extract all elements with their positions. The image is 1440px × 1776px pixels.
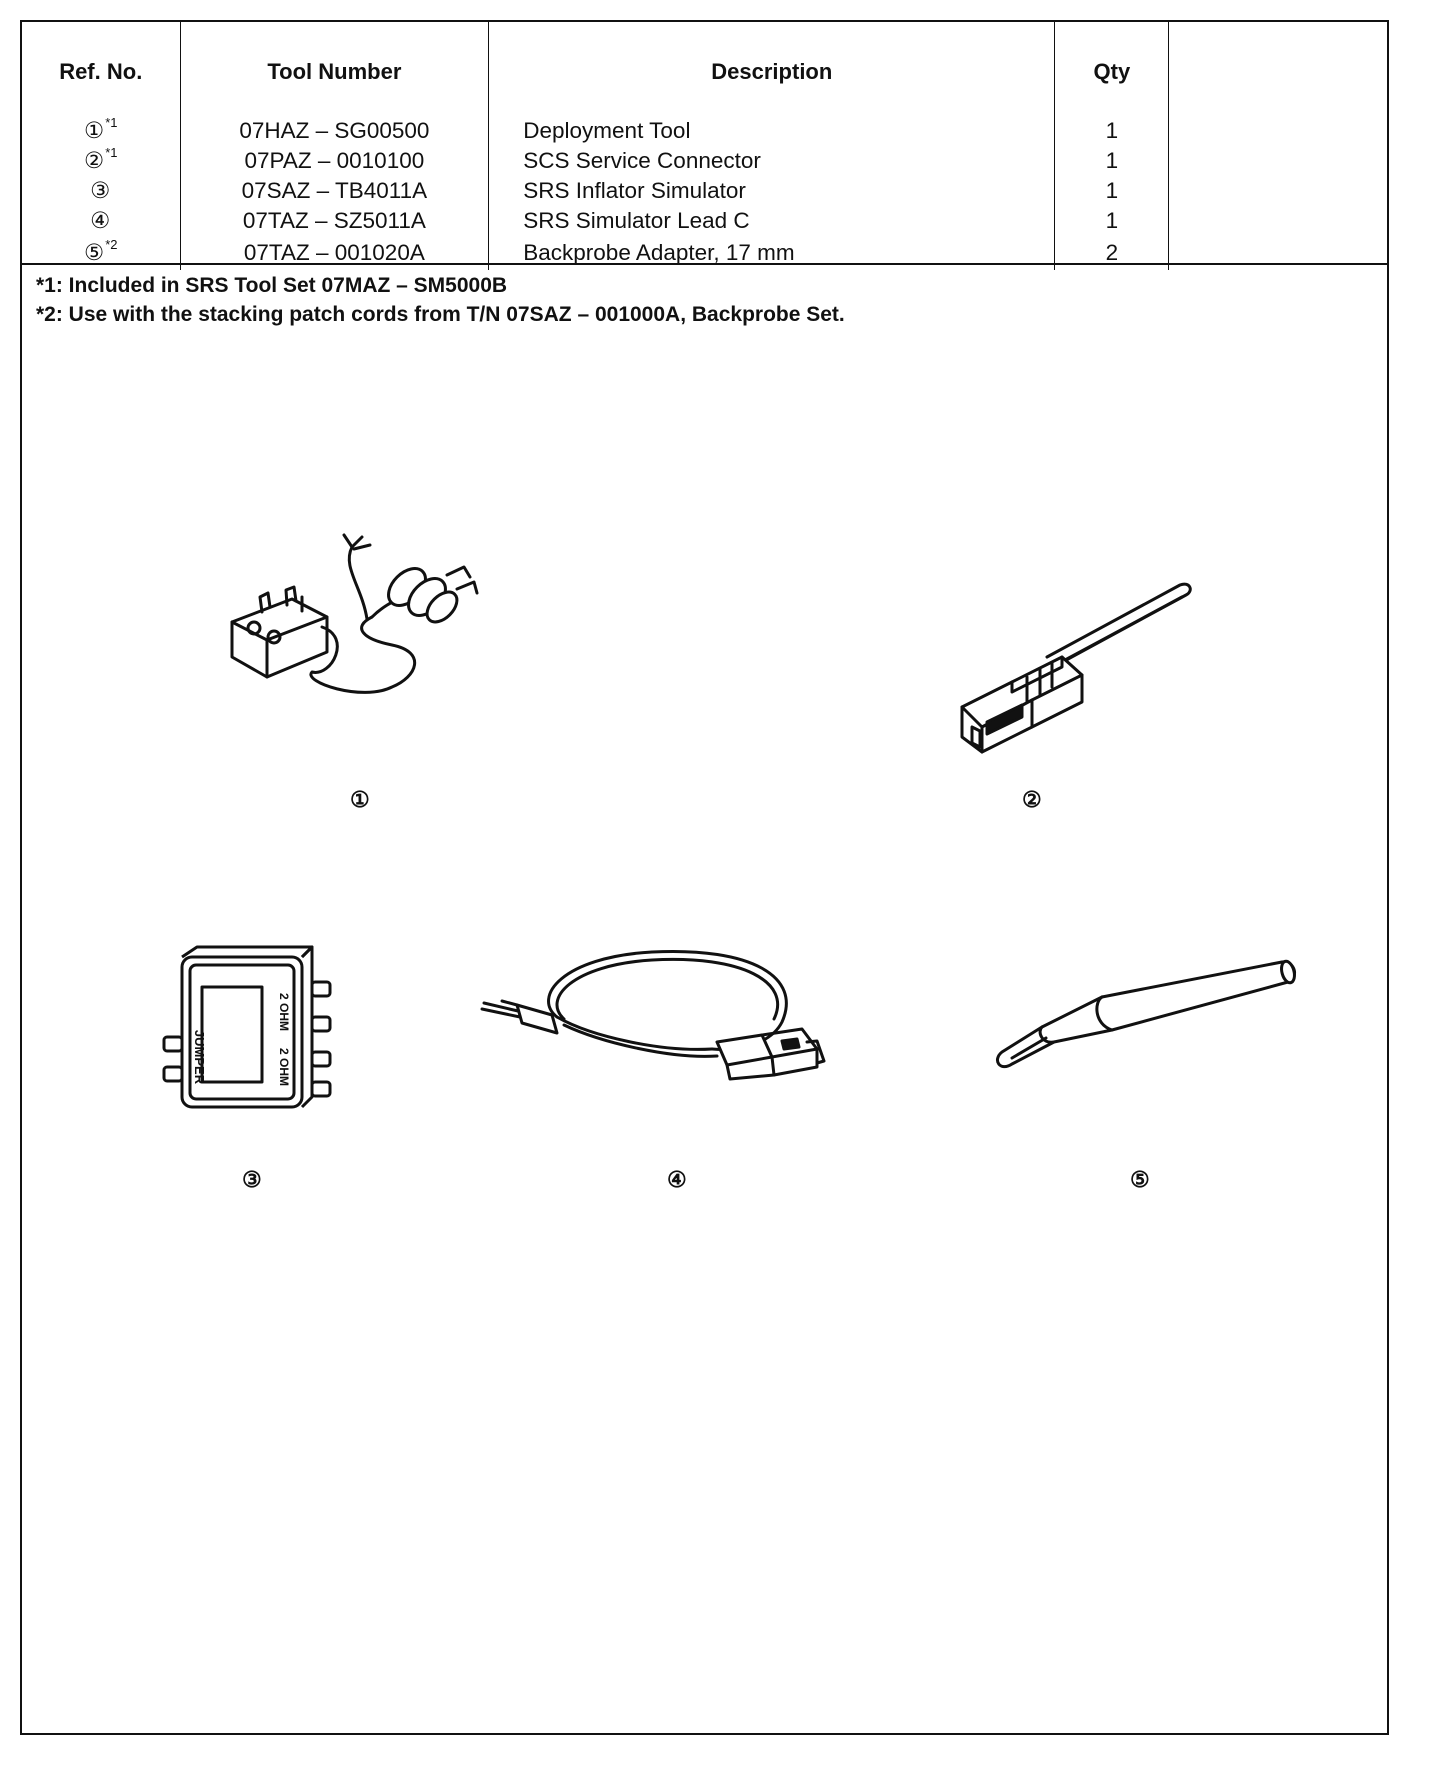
row-tool-number: 07TAZ – 001020A — [180, 236, 489, 270]
header-ref-no: Ref. No. — [22, 22, 180, 116]
simulator-ohm-text-b: 2 OHM — [277, 1047, 291, 1087]
row-tool-number: 07PAZ – 0010100 — [180, 146, 489, 176]
simulator-jumper-text: JUMPER — [192, 1029, 207, 1085]
simulator-ohm-text-a: 2 OHM — [277, 992, 291, 1032]
table-row — [22, 146, 1387, 176]
ref-symbol: ③ — [90, 178, 112, 203]
table-row — [22, 176, 1387, 206]
row-description: Deployment Tool — [489, 116, 1055, 146]
backprobe-adapter-illustration — [982, 952, 1322, 1102]
figure-1-label: ① — [350, 787, 370, 812]
figure-3-label: ③ — [242, 1167, 262, 1192]
row-description: SRS Inflator Simulator — [489, 176, 1055, 206]
table-row — [22, 206, 1387, 236]
figure-2-label: ② — [1022, 787, 1042, 812]
header-qty: Qty — [1055, 22, 1169, 116]
page-frame — [20, 20, 1389, 1735]
row-tool-number: 07HAZ – SG00500 — [180, 116, 489, 146]
row-qty: 1 — [1055, 116, 1169, 146]
table-bottom-rule — [22, 263, 1387, 265]
header-blank — [1169, 22, 1387, 116]
row-description: SRS Simulator Lead C — [489, 206, 1055, 236]
row-ref — [22, 146, 180, 176]
table-header-row — [22, 22, 1387, 116]
header-description: Description — [489, 22, 1055, 116]
ref-symbol: ② — [84, 148, 106, 173]
footnote-2: *2: Use with the stacking patch cords from T/N 07SAZ – 001000A, Backprobe Set. — [36, 303, 845, 326]
row-ref — [22, 206, 180, 236]
ref-symbol: ① — [84, 118, 106, 143]
ref-footnote-mark: *1 — [105, 145, 118, 160]
ref-footnote-mark: *1 — [105, 115, 118, 130]
ref-symbol: ④ — [90, 208, 112, 233]
row-blank — [1169, 206, 1387, 236]
table-row — [22, 116, 1387, 146]
ref-footnote-mark: *2 — [105, 237, 118, 252]
row-ref — [22, 176, 180, 206]
srs-simulator-lead-illustration — [472, 937, 882, 1117]
row-description: Backprobe Adapter, 17 mm — [489, 236, 1055, 270]
row-description: SCS Service Connector — [489, 146, 1055, 176]
row-qty: 1 — [1055, 146, 1169, 176]
row-blank — [1169, 146, 1387, 176]
scs-service-connector-illustration — [932, 567, 1202, 777]
row-qty: 1 — [1055, 176, 1169, 206]
row-qty: 2 — [1055, 236, 1169, 270]
special-tools-table — [22, 22, 1387, 270]
row-blank — [1169, 176, 1387, 206]
srs-inflator-simulator-illustration — [142, 937, 342, 1127]
row-tool-number: 07SAZ – TB4011A — [180, 176, 489, 206]
row-qty: 1 — [1055, 206, 1169, 236]
ref-symbol: ⑤ — [84, 240, 106, 265]
row-blank — [1169, 116, 1387, 146]
header-tool-number: Tool Number — [180, 22, 489, 116]
footnote-1: *1: Included in SRS Tool Set 07MAZ – SM5000B — [36, 274, 508, 297]
deployment-tool-illustration — [202, 527, 522, 757]
row-tool-number: 07TAZ – SZ5011A — [180, 206, 489, 236]
figure-5-label: ⑤ — [1130, 1167, 1150, 1192]
figure-4-label: ④ — [667, 1167, 687, 1192]
row-ref — [22, 116, 180, 146]
